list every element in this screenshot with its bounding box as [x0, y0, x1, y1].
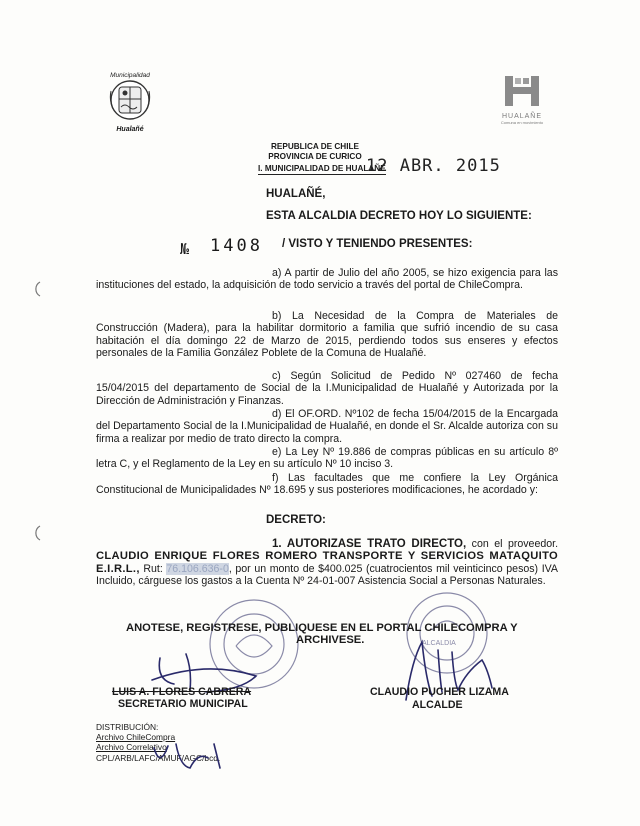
crest-bottom-text: Hualañé — [116, 126, 144, 133]
republic-line: REPUBLICA DE CHILE — [271, 142, 359, 151]
municipality-line: I. MUNICIPALIDAD DE HUALAÑÉ — [258, 164, 386, 173]
rut-label: Rut: — [143, 562, 163, 575]
crest-top-text: Municipalidad — [110, 72, 150, 79]
considering-heading: / VISTO Y TENIENDO PRESENTES: — [282, 238, 473, 250]
brand-name: HUALAÑE — [501, 113, 543, 120]
mayor-name: CLAUDIO PUCHER LIZAMA — [370, 686, 509, 698]
decree-number-prefix: № — [180, 240, 193, 258]
paragraph-c: c) Según Solicitud de Pedido Nº 027460 de fecha 15/04/2015 del departamento de Social de la I.Municipalidad de Hualañé y Autorizada por la Dirección de Administración y Finanzas. — [96, 370, 558, 407]
paragraph-b: b) La Necesidad de la Compra de Materiales de Construcción (Madera), para la habilitar dormitorio a familia que sufrió incendio de su casa habitación el día domingo 22 de Marzo de 2015, perdiendo todos sus enseres y efectos personales de la Familia González Poblete de la Comuna de Hualañé. — [96, 310, 558, 360]
letterhead — [250, 142, 380, 161]
distribution-line: Archivo ChileCompra — [96, 732, 176, 743]
secretary-name: LUIS A. FLORES CABRERA — [112, 686, 252, 698]
decree-intro: ESTA ALCALDIA DECRETO HOY LO SIGUIENTE: — [266, 210, 532, 222]
decree-heading: DECRETO: — [266, 514, 326, 526]
decree-item-label: 1. AUTORIZASE TRATO DIRECTO, — [272, 538, 467, 550]
initials-scribble — [150, 738, 230, 772]
brand-tagline: Comuna en movimiento — [500, 120, 544, 125]
hualane-brand-logo — [494, 74, 550, 125]
distribution-line: Archivo Correlativo — [96, 742, 167, 753]
punch-hole-bottom — [28, 524, 42, 542]
punch-hole-top — [28, 280, 42, 298]
amount-text: , por un monto de $400.025 (cuatrocientos mil veinticinco pesos) IVA Incluido, cárguese los gastos a la Cuenta Nº 24-01-007 Asistencia Social a Personas Naturales. — [96, 562, 558, 588]
paragraph-f: f) Las facultades que me confiere la Ley Orgánica Constitucional de Municipalidades Nº 18.695 y sus posteriores modificaciones, he acordado y: — [96, 472, 558, 497]
date-stamp: 12 ABR. 2015 — [366, 156, 501, 176]
closing-line-1: ANOTESE, REGISTRESE, PUBLIQUESE EN EL PORTAL CHILECOMPRA Y — [126, 622, 518, 634]
mayor-signature — [392, 630, 512, 710]
secretary-title: SECRETARIO MUNICIPAL — [118, 698, 248, 710]
distribution-heading: DISTRIBUCIÓN: — [96, 722, 159, 732]
decree-item — [96, 538, 558, 588]
mayor-title: ALCALDE — [412, 699, 463, 711]
rut-value-redacted: 76.106.636-0 — [166, 562, 229, 575]
decree-number: 1408 — [210, 236, 263, 256]
province-line: PROVINCIA DE CURICO — [268, 151, 362, 161]
municipal-crest-logo — [104, 72, 156, 134]
paragraph-e: e) La Ley Nº 19.886 de compras públicas en su artículo 8º letra C, y el Reglamento de la Ley en su artículo Nº 10 inciso 3. — [96, 446, 558, 471]
paragraph-a: a) A partir de Julio del año 2005, se hizo exigencia para las instituciones del estado, la adquisición de todo servicio a través del portal de ChileCompra. — [96, 267, 558, 292]
crest-shield-icon — [107, 79, 153, 121]
closing-line-2: ARCHIVESE. — [296, 634, 365, 646]
place-heading: HUALAÑÉ, — [266, 188, 326, 200]
distribution-line: CPL/ARB/LAFC/AMUF/AGC/bcd. — [96, 752, 221, 763]
brand-h-icon — [503, 74, 541, 108]
provider-name: CLAUDIO ENRIQUE FLORES ROMERO TRANSPORTE Y SERVICIOS MATAQUITO E.I.R.L., — [96, 550, 558, 575]
decree-item-rest: con el proveedor. — [466, 538, 559, 550]
paragraph-d: d) El OF.ORD. Nº102 de fecha 15/04/2015 de la Encargada del Departamento Social de la I.Municipalidad de Hualañé, en donde el Sr. Alcalde autoriza con su firma a realizar por medio de trato directo la compra. — [96, 408, 558, 445]
alcaldia-seal-text: ALCALDIA — [422, 640, 456, 647]
